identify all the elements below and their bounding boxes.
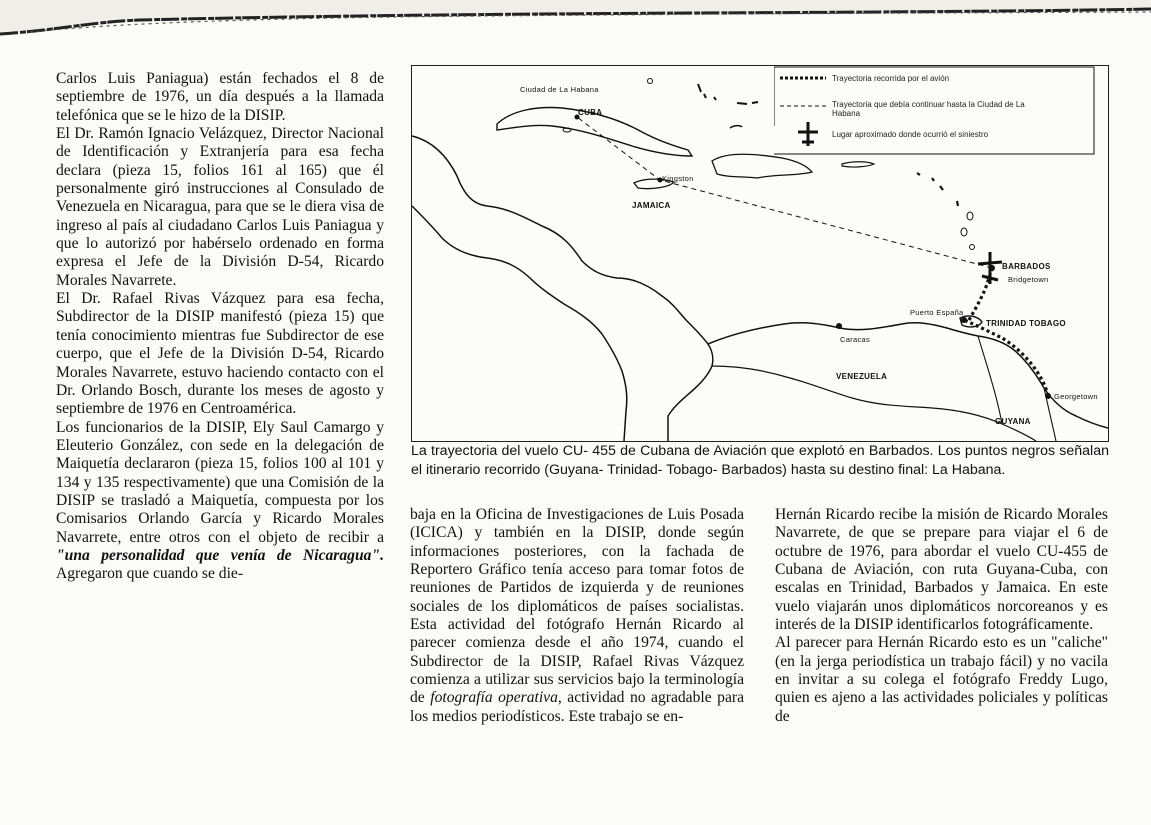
flight-route-map (411, 65, 1109, 442)
label-kingston: Kingston (662, 174, 694, 183)
label-cuba: CUBA (578, 108, 603, 117)
route-traveled (964, 268, 1048, 396)
label-barbados: BARBADOS (1002, 262, 1051, 271)
legend-plane-icon (798, 122, 818, 146)
label-venezuela: VENEZUELA (836, 372, 888, 381)
paragraph: Hernán Ricardo recibe la misión de Ricardo Morales Navarrete, de que se prepare para viajar el 6 de octubre de 1976, para abordar el vuelo CU-455 de Cubana de Aviación, con ruta Guyana-Cuba, con escalas en Trinidad, Barbados y Jamaica. En este vuelo viajarán unos diplomáticos norcoreanos y es interés de la DISIP identificarlos fotográficamente. (775, 506, 1108, 634)
label-trinidad: TRINIDAD TOBAGO (986, 319, 1066, 328)
label-caracas: Caracas (840, 335, 871, 344)
label-puerto-espana: Puerto España (910, 308, 964, 317)
paragraph (56, 419, 384, 584)
label-guyana: GUYANA (995, 417, 1031, 426)
label-georgetown: Georgetown (1054, 392, 1098, 401)
paragraph (410, 506, 744, 726)
yucatan-coast (412, 206, 627, 441)
hispaniola-island (712, 154, 812, 178)
map-caption: La trayectoria del vuelo CU- 455 de Cubana de Aviación que explotó en Barbados. Los puntos negros señalan el itinerario recorrido (Guyana- Trinidad- Tobago- Barbados) hasta su destino final: La Habana. (411, 443, 1109, 478)
map-legend (774, 66, 1100, 156)
paragraph-tail: Agregaron que cuando se die- (56, 565, 244, 583)
paragraph: El Dr. Rafael Rivas Vázquez para esa fecha, Subdirector de la DISIP manifestó (pieza 15) que tenía conocimiento mientras fue Subdirector de ese cuerpo, que el Jefe de la División D-54, Ricardo Morales Navarrete, estuvo haciendo contacto con el Dr. Orlando Bosch, durante los meses de agosto y septiembre de 1976 en Centroamérica. (56, 290, 384, 418)
article-column-left (56, 70, 384, 584)
quoted-phrase: "una personalidad que venía de Nicaragua". (56, 546, 384, 564)
legend-crash: Lugar aproximado donde ocurrió el siniestro (832, 130, 989, 139)
paragraph-text: Los funcionarios de la DISIP, Ely Saul Camargo y Eleuterio González, con sede en la delegación de Maiquetía declararon (pieza 15, folios 100 al 101 y 134 y 135 respectivamente) que una Comisión de la DISIP se trasladó a Maiquetía, compuesta por los Comisarios Orlando García y Ricardo Morales Navarrete, entre otros con el objeto de recibir a (56, 418, 384, 546)
puerto-rico-island (842, 162, 874, 167)
italic-term: fotografía operativa, (430, 689, 562, 707)
paragraph: Al parecer para Hernán Ricardo esto es un "caliche" (en la jerga periodística un trabajo fácil) y no vacila en invitar a su colega el fotógrafo Freddy Lugo, quien es ajeno a las actividades policiales y políticas de (775, 634, 1108, 725)
article-column-right (775, 506, 1108, 726)
torn-paper-edge (0, 0, 1151, 40)
label-jamaica: JAMAICA (632, 201, 671, 210)
paragraph-tail: actividad no agradable para los medios periodísticos. Este trabajo se en- (410, 689, 744, 725)
guyana-border (978, 336, 1002, 424)
label-habana: Ciudad de La Habana (520, 85, 599, 94)
legend-traveled: Trayectoria recorrida por el avión (832, 74, 950, 83)
paragraph: El Dr. Ramón Ignacio Velázquez, Director Nacional de Identificación y Extranjería para esa fecha declara (pieza 15, folios 161 al 165) que él personalmente giró instrucciones al Consulado de Venezuela en Nicaragua, para que se le diera visa de ingreso al país al ciudadano Carlos Luis Paniagua y que lo autorizó por habérselo ordenado en forma expresa el Jefe de la División D-54, Ricardo Morales Navarrete. (56, 125, 384, 289)
paragraph: Carlos Luis Paniagua) están fechados el 8 de septiembre de 1976, un día después a la llamada telefónica que se le hizo de la DISIP. (56, 70, 384, 124)
label-bridgetown: Bridgetown (1008, 275, 1049, 284)
article-column-middle (410, 506, 744, 726)
paragraph-text: baja en la Oficina de Investigaciones de Luis Posada (ICICA) y también en la DISIP, donde según informaciones posteriores, con la fachada de Reportero Gráfico tenía acceso para tomar fotos de reuniones de Partidos de izquierda y de reuniones sociales de los diplomáticos de países socialistas. Esta actividad del fotógrafo Hernán Ricardo al parecer comienza desde el año 1974, cuando el Subdirector de la DISIP, Rafael Rivas Vázquez comienza a utilizar sus servicios bajo la terminología de (410, 506, 744, 707)
legend-intended: Trayectoria que debía continuar hasta la Ciudad de La Habana (832, 100, 1025, 118)
venezuela-coast (708, 323, 1108, 428)
